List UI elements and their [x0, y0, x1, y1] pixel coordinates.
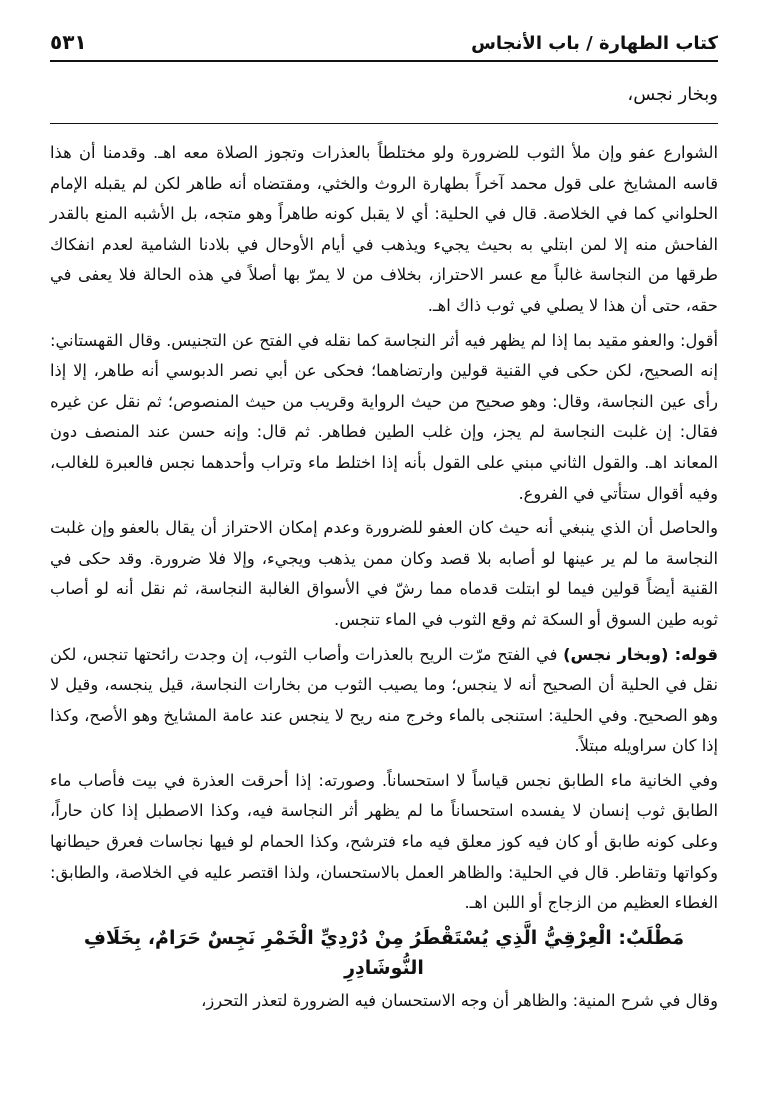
document-page — [50, 30, 718, 1017]
page-number: ٥٣١ — [50, 30, 87, 54]
running-header — [50, 30, 718, 62]
paragraph: وفي الخانية ماء الطابق نجس قياساً لا استحساناً. وصورته: إذا أحرقت العذرة في بيت فأصاب ماء الطابق ثوب إنسان لا يفسده استحساناً ما لم يظهر أثر النجاسة فيه، وكذا الاصطبل إذا كان حاراً، وعلى كونه طابق أو كان فيه كوز معلق فيه ماء فترشح، وكذا الحمام لو فيها نجاسات فعرق حيطانها وكواتها وتقاطر. قال في الحلية: والظاهر العمل بالاستحسان، ولذا اقتصر عليه في الخلاصة، والطابق: الغطاء العظيم من الزجاج أو اللبن اهـ. — [50, 770, 718, 913]
matlab-label: مَطْلَبٌ: — [618, 926, 685, 949]
section-heading — [50, 923, 718, 984]
matlab-text: الْعِرْقِيُّ الَّذِي يُسْتَقْطَرُ مِنْ دُرْدِيِّ الْخَمْرِ نَجِسٌ حَرَامٌ، بِخَلَافِ النُّوشَادِرِ — [83, 926, 619, 980]
header-title: كتاب الطهارة / باب الأنجاس — [471, 33, 718, 54]
main-text-line: وبخار نجس، — [627, 84, 718, 105]
paragraph: وقال في شرح المنية: والظاهر أن وجه الاستحسان فيه الضرورة لتعذر التحرز، — [201, 991, 718, 1011]
qawluh-lead: قوله: (وبخار نجس) — [563, 644, 718, 664]
paragraph: الشوارع عفو وإن ملأ الثوب للضرورة ولو مختلطاً بالعذرات وتجوز الصلاة معه اهـ. وقدمنا أن هذا قاسه المشايخ على قول محمد آخراً بطهارة الروث والخثي، ومقتضاه أنه طاهر لكن لم يقبله الإمام الحلواني كما في الخلاصة. قال في الحلية: أي لا يقبل كونه طاهراً وهو متجه، بل الأشبه المنع بالقدر الفاحش منه إلا لمن ابتلي به بحيث يجيء ويذهب في أيام الأوحال في بلادنا الشامية لعدم انفكاك طرقها من النجاسة غالباً مع عسر الاحتراز، بخلاف من لا يمرّ بها أصلاً في هذه الحالة فلا يعفى في حقه، حتى أن هذا لا يصلي في ثوب ذاك اهـ. — [50, 143, 718, 315]
footnote-divider — [50, 123, 718, 124]
commentary-body — [50, 138, 718, 1017]
paragraph: أقول: والعفو مقيد بما إذا لم يظهر فيه أثر النجاسة كما نقله في الفتح عن التجنيس. وقال القهستاني: إنه الصحيح، لكن حكى في القنية قولين وارتضاهما؛ فحكى عن أبي نصر الدبوسي أنه طاهر، إلا إذا رأى عين النجاسة، وقال: وهو صحيح من حيث الرواية وقريب من حيث المنصوص؛ ثم نقل عن غيره فقال: إن غلبت النجاسة لم يجز، وإن غلب الطين فطاهر. ثم قال: وإنه حسن عند المنصف دون المعاند اهـ. والقول الثاني مبني على القول بأنه إذا اختلط ماء وتراب وأحدهما نجس فالعبرة للغالب، وفيه أقوال ستأتي في الفروع. — [50, 330, 718, 503]
paragraph — [50, 640, 718, 762]
qawluh-text: في الفتح مرّت الريح بالعذرات وأصاب الثوب، إن وجدت رائحتها تنجس، لكن نقل في الحلية أن الصحيح أنه لا ينجس؛ وما يصيب الثوب من بخارات النجاسة، قيل ينجسه، وقيل لا وهو الصحيح. وفي الحلية: استنجى بالماء وخرج منه ريح لا ينجس عند عامة المشايخ وهو الأصح، وكذا إذا كان سراويله مبتلاً. — [50, 644, 718, 756]
paragraph: والحاصل أن الذي ينبغي أنه حيث كان العفو للضرورة وعدم إمكان الاحتراز أن يقال بالعفو وإن غلبت النجاسة ما لم ير عينها لو أصابه بلا قصد وكان ممن يذهب ويجيء، وإلا فلا ضرورة. وقد حكى في القنية أيضاً قولين فيما لو ابتلت قدماه مما رشّ في الأسواق الغالبة النجاسة، ثم نقل أنه لو أصاب ثوبه طين السوق أو السكة ثم وقع الثوب في الماء تنجس. — [50, 518, 718, 629]
